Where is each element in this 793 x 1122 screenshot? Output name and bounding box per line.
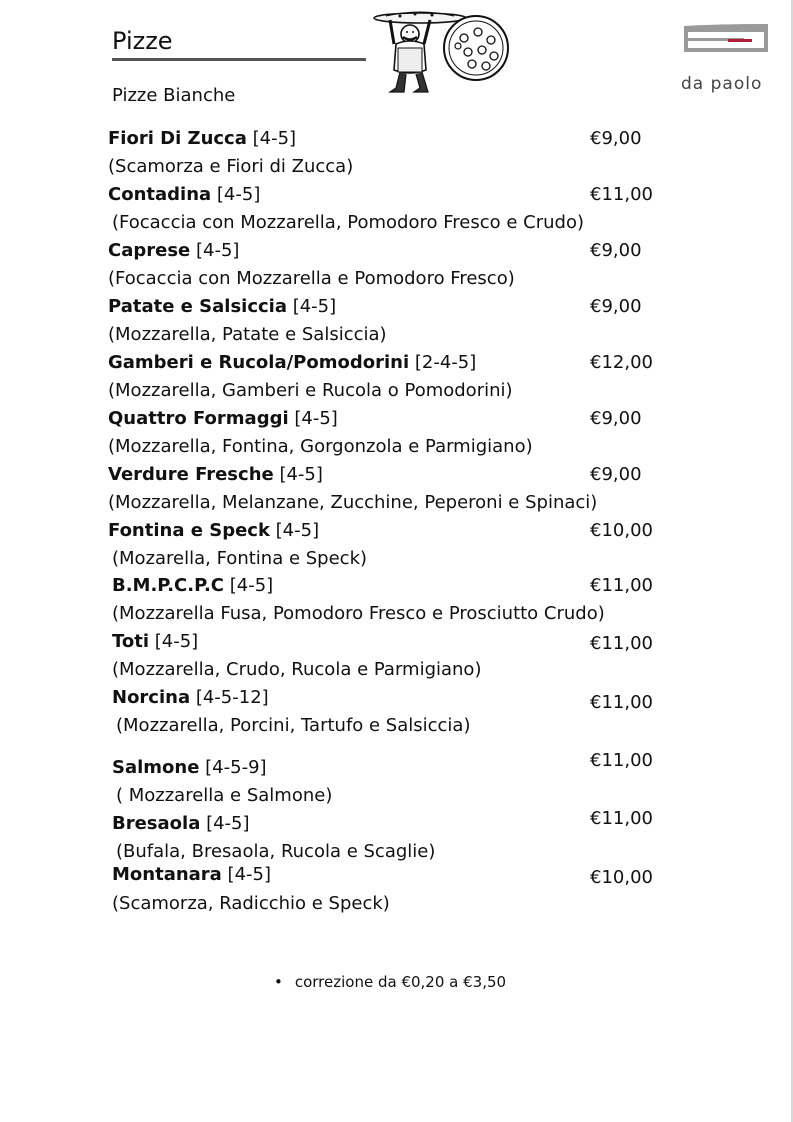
menu-item-description: (Mozzarella Fusa, Pomodoro Fresco e Prosciutto Crudo)	[112, 603, 605, 624]
page-title: Pizze	[112, 27, 173, 55]
allergen-codes: [4-5]	[149, 631, 199, 652]
menu-item-name	[108, 408, 338, 430]
pizza-name: Gamberi e Rucola/Pomodorini	[108, 352, 410, 373]
menu-item-description: (Bufala, Bresaola, Rucola e Scaglie)	[116, 841, 436, 862]
menu-item-description: (Mozzarella, Porcini, Tartufo e Salsiccia)	[116, 715, 471, 736]
menu-item-name	[112, 575, 273, 597]
allergen-codes: [4-5]	[269, 520, 320, 541]
note-text: correzione da €0,20 a €3,50	[294, 973, 507, 991]
menu-item-name	[108, 464, 323, 486]
pizza-name: Contadina	[108, 184, 212, 205]
menu-item-name	[112, 813, 250, 835]
menu-item-price: €11,00	[590, 808, 653, 829]
price-correction-note	[274, 972, 506, 992]
menu-item-name	[108, 240, 239, 262]
menu-item-description: (Mozzarella, Crudo, Rucola e Parmigiano)	[112, 659, 482, 680]
menu-item-description: (Mozzarella, Melanzane, Zucchine, Peperoni e Spinaci)	[108, 492, 598, 513]
menu-item-price: €9,00	[590, 408, 642, 429]
menu-item-price: €11,00	[590, 575, 653, 596]
allergen-codes: [4-5]	[221, 864, 271, 885]
menu-item-description: (Mozzarella, Fontina, Gorgonzola e Parmigiano)	[108, 436, 533, 457]
allergen-codes: [4-5]	[190, 240, 240, 261]
menu-item-description: (Focaccia con Mozzarella e Pomodoro Fresco)	[108, 268, 515, 289]
menu-item-description: (Scamorza, Radicchio e Speck)	[112, 893, 390, 914]
menu-item-name	[108, 184, 260, 206]
pizza-name: Fontina e Speck	[108, 520, 270, 541]
allergen-codes: [4-5]	[288, 408, 338, 429]
menu-item-price: €9,00	[590, 464, 642, 485]
allergen-codes: [4-5]	[286, 296, 337, 317]
menu-item-description: (Mozarella, Fontina e Speck)	[112, 548, 368, 569]
pizza-name: Norcina	[112, 687, 191, 708]
menu-item-description: (Scamorza e Fiori di Zucca)	[108, 156, 354, 177]
menu-item-name	[108, 128, 296, 150]
logo-text: da paolo	[681, 74, 763, 94]
menu-item-price: €12,00	[590, 352, 653, 373]
pizza-name: B.M.P.C.P.C	[112, 575, 225, 596]
menu-item-price: €10,00	[590, 520, 653, 541]
menu-item-description: (Mozzarella, Gamberi e Rucola o Pomodorini)	[108, 380, 513, 401]
menu-item-price: €9,00	[590, 296, 642, 317]
section-subtitle: Pizze Bianche	[112, 85, 236, 106]
title-underline	[112, 58, 366, 61]
pizza-name: Toti	[112, 631, 150, 652]
bullet-icon: •	[274, 973, 283, 991]
menu-item-description: ( Mozzarella e Salmone)	[116, 785, 333, 806]
pizza-name: Verdure Fresche	[108, 464, 274, 485]
pizza-name: Montanara	[112, 864, 222, 885]
allergen-codes: [4-5]	[224, 575, 274, 596]
menu-item-price: €11,00	[590, 692, 653, 713]
menu-item-name	[112, 757, 267, 779]
pizza-name: Quattro Formaggi	[108, 408, 289, 429]
allergen-codes: [4-5]	[246, 128, 297, 149]
pizza-name: Patate e Salsiccia	[108, 296, 287, 317]
allergen-codes: [2-4-5]	[409, 352, 477, 373]
menu-item-description: (Mozzarella, Patate e Salsiccia)	[108, 324, 387, 345]
allergen-codes: [4-5-9]	[199, 757, 267, 778]
menu-item-price: €11,00	[590, 633, 653, 654]
chef-pizza-illustration	[370, 4, 520, 96]
menu-item-price: €11,00	[590, 184, 653, 205]
menu-item-price: €10,00	[590, 867, 653, 888]
pizza-name: Salmone	[112, 757, 200, 778]
menu-item-price: €9,00	[590, 240, 642, 261]
menu-item-description: (Focaccia con Mozzarella, Pomodoro Fresco e Crudo)	[112, 212, 584, 233]
menu-item-name	[112, 631, 198, 653]
pizza-name: Caprese	[108, 240, 191, 261]
allergen-codes: [4-5]	[200, 813, 250, 834]
allergen-codes: [4-5]	[211, 184, 261, 205]
allergen-codes: [4-5]	[273, 464, 323, 485]
menu-item-name	[112, 864, 271, 886]
menu-item-name	[108, 352, 476, 374]
menu-item-name	[108, 520, 319, 542]
menu-item-name	[108, 296, 336, 318]
pizza-name: Bresaola	[112, 813, 201, 834]
allergen-codes: [4-5-12]	[190, 687, 269, 708]
menu-item-price: €9,00	[590, 128, 642, 149]
menu-item-name	[112, 687, 269, 709]
pizza-name: Fiori Di Zucca	[108, 128, 247, 149]
menu-item-price: €11,00	[590, 750, 653, 771]
